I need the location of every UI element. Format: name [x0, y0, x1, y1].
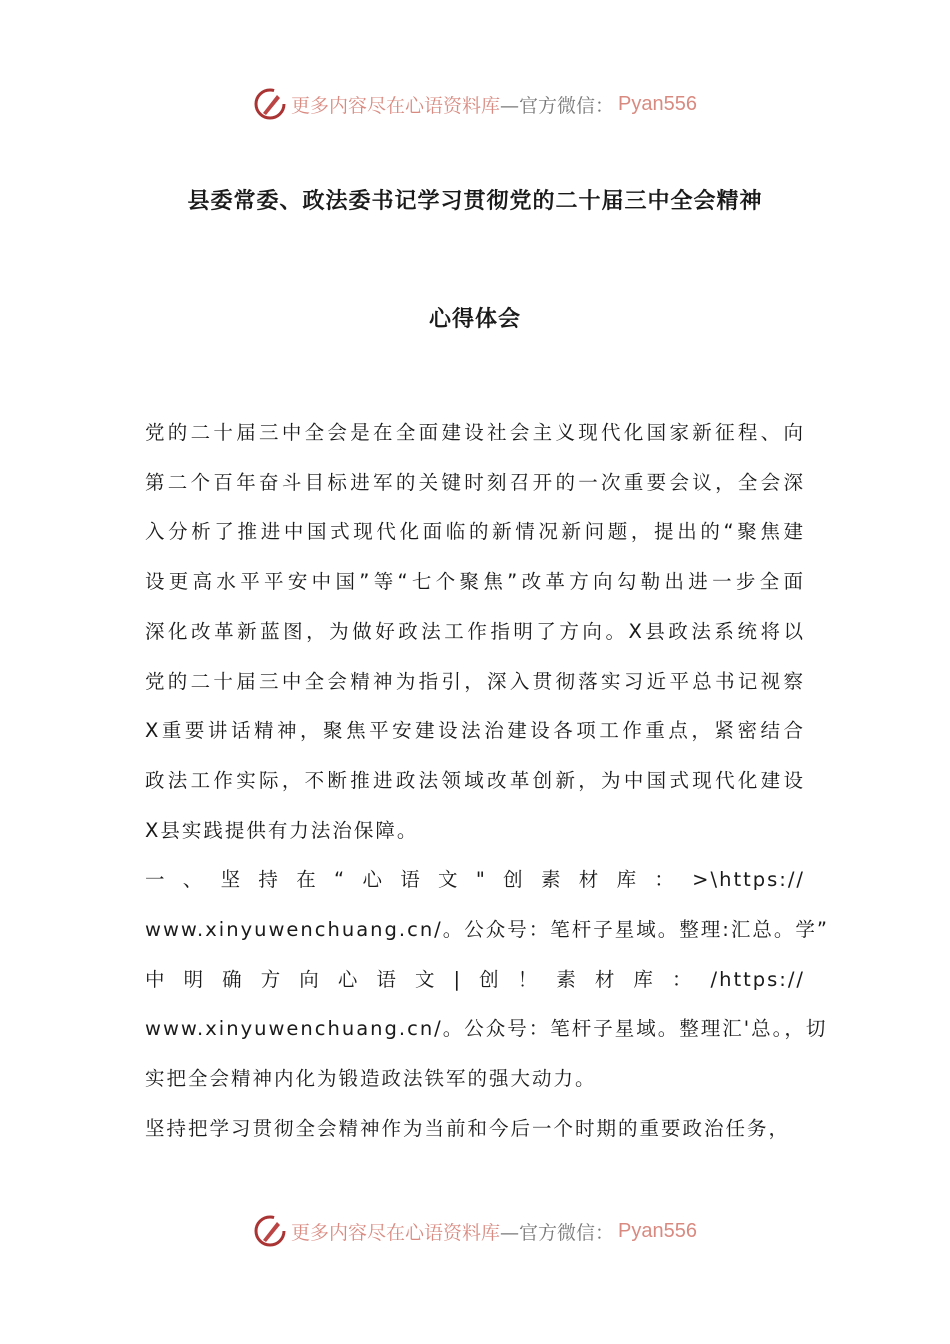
body-line: www.xinyuwenchuang.cn/。公众号：笔杆子星域。整理汇'总。，切 [145, 1017, 828, 1041]
pen-logo-icon [253, 1214, 287, 1248]
watermark-wechat-label: —官方微信： [500, 1221, 615, 1244]
watermark-text: 更多内容尽在心语资料库 [291, 94, 501, 117]
body-line: 入分析了推进中国式现代化面临的新情况新问题，提出的“聚焦建 [145, 520, 805, 544]
body-line: X重要讲话精神，聚焦平安建设法治建设各项工作重点，紧密结合 [145, 719, 805, 743]
body-line: 实把全会精神内化为锻造政法铁军的强大动力。 [145, 1067, 597, 1091]
body-line: 设更高水平平安中国”等“七个聚焦”改革方向勾勒出进一步全面 [145, 570, 805, 594]
watermark-wechat-id: Pyan556 [618, 1219, 697, 1242]
watermark-wechat-id: Pyan556 [618, 92, 697, 115]
body-line: www.xinyuwenchuang.cn/。公众号：笔杆子星域。整理:汇总。学” [145, 918, 829, 941]
body-line: 中明确方向心语文|创！素材库：/https:// [145, 967, 805, 991]
body-line: 党的二十届三中全会是在全面建设社会主义现代化国家新征程、向 [145, 421, 805, 444]
body-line: 一、坚持在“心语文"创素材库：>\https:// [145, 868, 805, 892]
body-line: 第二个百年奋斗目标进军的关键时刻召开的一次重要会议，全会深 [145, 470, 805, 494]
body-line: 党的二十届三中全会精神为指引，深入贯彻落实习近平总书记视察 [145, 669, 805, 693]
body-line: 坚持把学习贯彻全会精神作为当前和今后一个时期的重要政治任务， [145, 1116, 791, 1140]
pen-logo-icon [253, 87, 287, 121]
body-line: 深化改革新蓝图，为做好政法工作指明了方向。X县政法系统将以 [145, 619, 805, 643]
body-line: 政法工作实际，不断推进政法领域改革创新，为中国式现代化建设 [145, 768, 805, 792]
watermark-text: 更多内容尽在心语资料库 [291, 1221, 501, 1244]
document-title: 县委常委、政法委书记学习贯彻党的二十届三中全会精神 [187, 189, 763, 214]
watermark-footer [0, 1211, 950, 1251]
watermark-header [0, 84, 950, 124]
document-subtitle: 心得体会 [428, 307, 521, 332]
watermark-wechat-label: —官方微信： [500, 94, 615, 117]
body-line: X县实践提供有力法治保障。 [145, 818, 419, 842]
